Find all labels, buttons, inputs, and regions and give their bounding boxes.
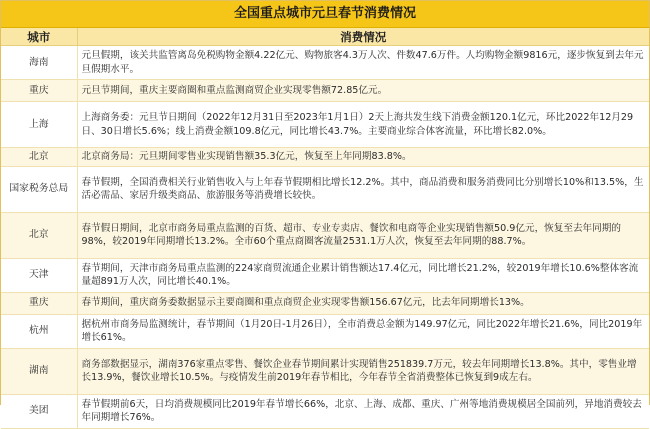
row-info: 据杭州市商务局监测统计，春节期间（1月20日-1月26日），全市消费总金额为149.97亿元，同比2022年增长21.6%，同比2019年增长61%。 — [77, 314, 649, 348]
row-info: 元旦节期间，重庆主要商圈和重点监测商贸企业实现零售额72.85亿元。 — [77, 80, 649, 102]
header-city: 城市 — [1, 28, 77, 46]
row-city: 重庆 — [1, 292, 77, 314]
row-info: 春节期间，重庆商务委数据显示主要商圈和重点商贸企业实现零售额156.67亿元，比去年同期增长13%。 — [77, 292, 649, 314]
header-info: 消费情况 — [77, 28, 649, 46]
table-row — [1, 314, 649, 348]
row-city: 湖南 — [1, 348, 77, 394]
row-city: 重庆 — [1, 80, 77, 102]
table-row — [1, 166, 649, 212]
row-city: 海南 — [1, 46, 77, 80]
row-city: 北京 — [1, 212, 77, 258]
row-city: 国家税务总局 — [1, 166, 77, 212]
table-row — [1, 348, 649, 394]
table-row — [1, 258, 649, 292]
table-row — [1, 46, 649, 80]
row-info: 北京商务局：元旦期间零售业实现销售额35.3亿元，恢复至上年同期83.8%。 — [77, 148, 649, 167]
table-row — [1, 102, 649, 148]
row-info: 春节期间，天津市商务局重点监测的224家商贸流通企业累计销售额达17.4亿元，同比增长21.2%，较2019年增长10.6%整体客流量超891万人次，同比增长40.1%。 — [77, 258, 649, 292]
row-city: 天津 — [1, 258, 77, 292]
row-city: 北京 — [1, 148, 77, 167]
table-title: 全国重点城市元旦春节消费情况 — [1, 1, 649, 28]
row-info: 元旦假期，该关共监管离岛免税购物金额4.22亿元、购物旅客4.3万人次、件数47.6万件。人均购物金额9816元，逐步恢复到去年元旦假期水平。 — [77, 46, 649, 80]
row-info: 春节假日期间，北京市商务局重点监测的百货、超市、专业专卖店、餐饮和电商等企业实现销售额50.9亿元，恢复至去年同期的98%，较2019年同期增长13.2%。全市60个重点商圈客流量2531.1万人次，恢复至去年同期的88.7%。 — [77, 212, 649, 258]
consumption-table — [1, 28, 649, 429]
table-row — [1, 212, 649, 258]
table-row — [1, 394, 649, 428]
row-info: 商务部数据显示，湖南376家重点零售、餐饮企业春节期间累计实现销售251839.7万元，较去年同期增长13.8%。其中，零售业增长13.9%，餐饮业增长10.5%。与疫情发生前2019年春节相比，今年春节全省消费整体已恢复到9成左右。 — [77, 348, 649, 394]
row-info: 春节假期前6天，日均消费规模同比2019年春节增长66%，北京、上海、成都、重庆、广州等地消费规模居全国前列，异地消费较去年同期增长76%。 — [77, 394, 649, 428]
row-info: 上海商务委：元旦节日期间（2022年12月31日至2023年1月1日）2天上海共发生线下消费金额120.1亿元，环比2022年12月29日、30日增长5.6%；线上消费金额109.8亿元，同比增长43.7%。主要商业综合体客流量，环比增长82.0%。 — [77, 102, 649, 148]
row-city: 上海 — [1, 102, 77, 148]
row-info: 春节假期，全国消费相关行业销售收入与上年春节假期相比增长12.2%。其中，商品消费和服务消费同比分别增长10%和13.5%，生活必需品、家居升级类商品、旅游服务等消费增长较快。 — [77, 166, 649, 212]
header-row — [1, 28, 649, 46]
table-row — [1, 148, 649, 167]
row-city: 美团 — [1, 394, 77, 428]
table-row — [1, 80, 649, 102]
table-row — [1, 292, 649, 314]
row-city: 杭州 — [1, 314, 77, 348]
